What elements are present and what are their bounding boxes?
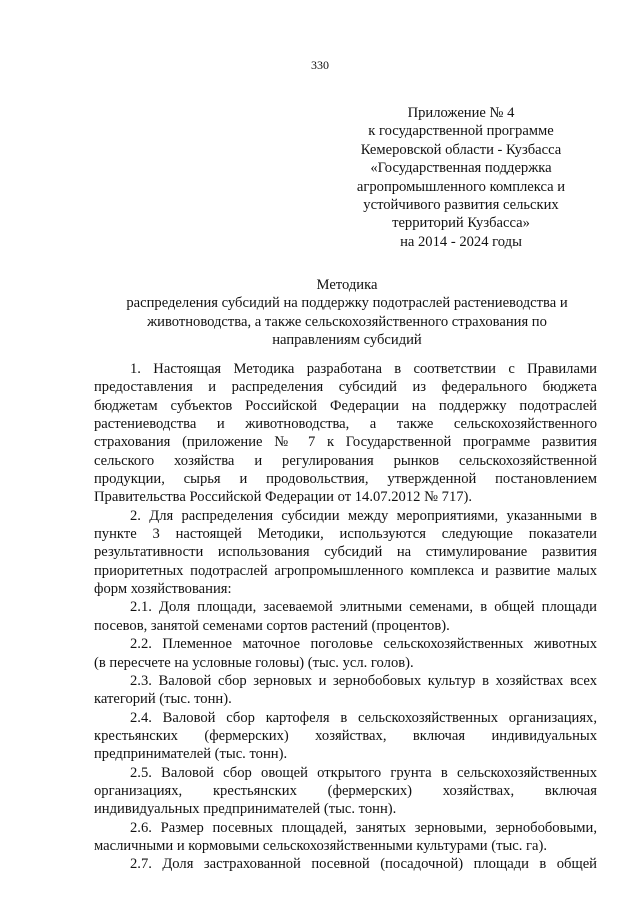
paragraph-line: 1. Настоящая Методика разработана в соответствии с Правилами (130, 361, 597, 377)
paragraph-line: растениеводства и животноводства, а также сельскохозяйственного (94, 416, 597, 433)
appendix-line: территорий Кузбасса» (392, 215, 530, 232)
paragraph-line: продукции, сырья и продовольствия, утвержденной постановлением (94, 471, 597, 488)
paragraph-line: (в пересчете на условные головы) (тыс. усл. голов). (94, 654, 414, 671)
paragraph-line: 2.4. Валовой сбор картофеля в сельскохозяйственных организациях, (130, 709, 597, 726)
paragraph-line: результативности использования субсидий на стимулирование развития (94, 544, 597, 561)
paragraph-line: категорий (тыс. тонн). (94, 691, 232, 708)
paragraph-line: организациях, крестьянских (фермерских) хозяйствах, включая (94, 782, 597, 799)
title-heading: Методика (316, 277, 378, 293)
paragraph-line: 2.2. Племенное маточное поголовье сельскохозяйственных животных (130, 636, 597, 653)
paragraph-line: 2. Для распределения субсидии между мероприятиями, указанными в (130, 507, 597, 524)
paragraph-line: масличными и кормовыми сельскохозяйственными культурами (тыс. га). (94, 837, 548, 854)
paragraph-line: посевов, занятой семенами сортов растений (процентов). (94, 617, 450, 634)
appendix-header (330, 104, 592, 251)
title-line: направлениям субсидий (272, 332, 422, 349)
paragraph-line: предпринимателей (тыс. тонн). (94, 746, 288, 763)
appendix-line: Кемеровской области - Кузбасса (360, 141, 562, 158)
paragraph (94, 855, 597, 873)
title-line: животноводства, а также сельскохозяйственного страхования по (147, 313, 547, 330)
paragraph-line: индивидуальных предпринимателей (тыс. тонн). (94, 801, 397, 818)
paragraph-line: сельского хозяйства и регулирования рынков сельскохозяйственной (94, 452, 597, 469)
paragraph (94, 709, 597, 764)
paragraph-line: 2.5. Валовой сбор овощей открытого грунта в сельскохозяйственных (130, 764, 597, 781)
document-body (94, 360, 597, 874)
paragraph-line: 2.1. Доля площади, засеваемой элитными семенами, в общей площади (130, 599, 597, 616)
paragraph (94, 635, 597, 672)
paragraph (94, 819, 597, 856)
paragraph-line: бюджетам субъектов Российской Федерации на поддержку подотраслей (94, 397, 597, 414)
paragraph-line: 2.3. Валовой сбор зерновых и зернобобовых культур в хозяйствах всех (130, 672, 597, 689)
paragraph-line: приоритетных подотраслей агропромышленного комплекса и развитие малых (94, 562, 597, 579)
paragraph-line: Правительства Российской Федерации от 14.07.2012 № 717). (94, 489, 473, 506)
appendix-line: агропромышленного комплекса и (356, 178, 566, 195)
appendix-line: Приложение № 4 (407, 105, 515, 121)
paragraph (94, 598, 597, 635)
appendix-line: устойчивого развития сельских (363, 197, 559, 214)
document-title (96, 276, 598, 350)
appendix-line: «Государственная поддержка (370, 160, 552, 177)
paragraph-line: страхования (приложение № 7 к Государственной программе развития (94, 434, 597, 451)
paragraph-line: крестьянских (фермерских) хозяйствах, включая индивидуальных (94, 727, 597, 744)
paragraph-line: 2.7. Доля застрахованной посевной (посадочной) площади в общей (130, 856, 597, 873)
paragraph (94, 360, 597, 507)
paragraph (94, 672, 597, 709)
paragraph-line: форм хозяйствования: (94, 581, 232, 598)
paragraph-line: предоставления и распределения субсидий из федерального бюджета (94, 379, 597, 396)
paragraph (94, 764, 597, 819)
page-number: 330 (311, 58, 329, 72)
paragraph-line: пункте 3 настоящей Методики, используются следующие показатели (94, 526, 597, 543)
paragraph (94, 507, 597, 599)
title-line: распределения субсидий на поддержку подотраслей растениеводства и (126, 295, 568, 312)
appendix-line: на 2014 - 2024 годы (400, 233, 522, 250)
paragraph-line: 2.6. Размер посевных площадей, занятых зерновыми, зернобобовыми, (130, 819, 597, 836)
appendix-line: к государственной программе (368, 123, 554, 140)
